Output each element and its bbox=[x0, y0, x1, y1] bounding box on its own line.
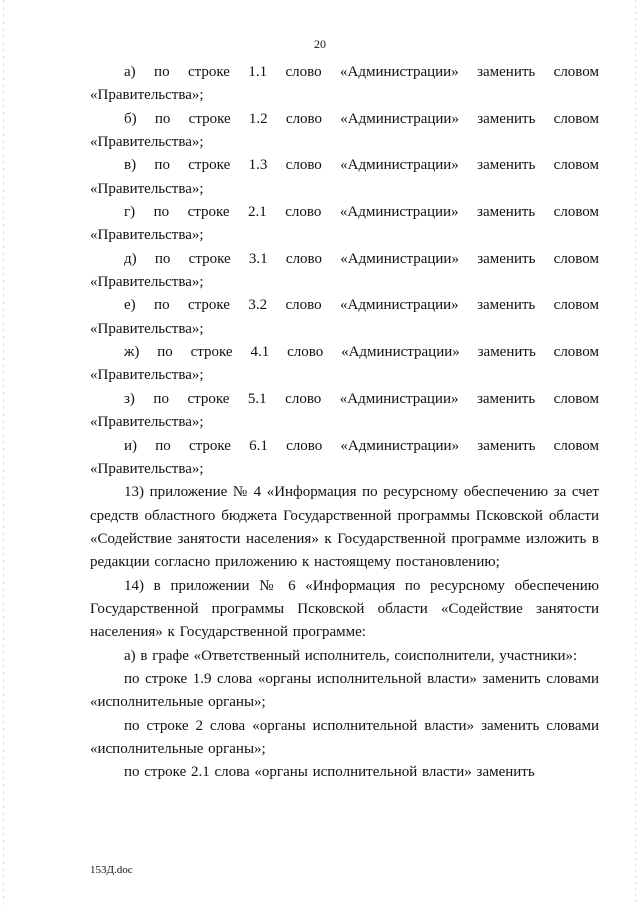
paragraph-line-2: по строке 2 слова «органы исполнительной власти» заменить словами «исполнительные органы»; bbox=[90, 717, 599, 757]
paragraph-item-g: г) по строке 2.1 слово «Администрации» заменить словом «Правительства»; bbox=[90, 204, 599, 244]
paragraph-line-1-9: по строке 1.9 слова «органы исполнительной власти» заменить словами «исполнительные органы»; bbox=[90, 670, 599, 711]
paragraph-point-14: 14) в приложении № 6 «Информация по ресурсному обеспечению Государственной программы Псковской области «Содействие занятости населения» к Государственной программе: bbox=[90, 577, 599, 641]
paragraph-item-z: з) по строке 5.1 слово «Администрации» заменить словом «Правительства»; bbox=[90, 390, 599, 431]
paragraph-item-a: а) по строке 1.1 слово «Администрации» заменить словом «Правительства»; bbox=[90, 64, 599, 104]
paragraph-item-d: д) по строке 3.1 слово «Администрации» заменить словом «Правительства»; bbox=[90, 250, 599, 291]
paragraph-subpoint-a: а) в графе «Ответственный исполнитель, соисполнители, участники»: bbox=[124, 647, 578, 664]
paragraph-line-2-1: по строке 2.1 слова «органы исполнительной власти» заменить bbox=[124, 764, 535, 781]
paragraph-point-13: 13) приложение № 4 «Информация по ресурсному обеспечению за счет средств областного бюджета Государственной программы Псковской области «Содействие занятости населения» к Государственной программе изложить в редакции согласно приложению к настоящему постановлению; bbox=[90, 484, 599, 571]
paragraph-item-zh: ж) по строке 4.1 слово «Администрации» заменить словом «Правительства»; bbox=[90, 344, 599, 384]
paragraph-item-i: и) по строке 6.1 слово «Администрации» заменить словом «Правительства»; bbox=[90, 437, 599, 477]
paragraph-item-v: в) по строке 1.3 слово «Администрации» заменить словом «Правительства»; bbox=[90, 157, 599, 197]
page-number: 20 bbox=[314, 37, 326, 51]
footer-filename: 153Д.doc bbox=[90, 864, 133, 876]
scan-edge-right bbox=[635, 0, 636, 905]
scan-edge-left bbox=[3, 0, 4, 905]
paragraph-item-e: е) по строке 3.2 слово «Администрации» заменить словом «Правительства»; bbox=[90, 297, 599, 337]
paragraph-item-b: б) по строке 1.2 слово «Администрации» заменить словом «Правительства»; bbox=[90, 110, 599, 151]
document-body bbox=[90, 61, 599, 785]
